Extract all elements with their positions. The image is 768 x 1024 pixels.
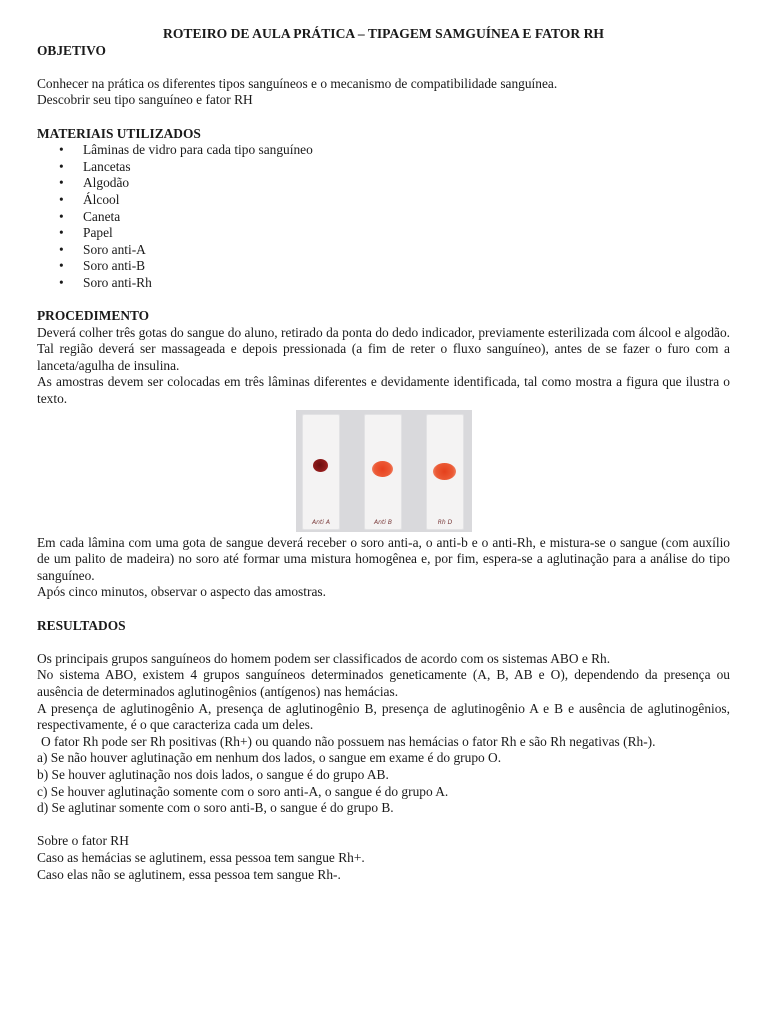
materiais-heading: MATERIAIS UTILIZADOS [37, 125, 201, 141]
glass-slide [426, 414, 464, 530]
list-item: • Algodão [37, 175, 730, 192]
result-rule: d) Se aglutinar somente com o soro anti-B, o sangue é do grupo B. [37, 800, 394, 816]
procedimento-paragraph: Deverá colher três gotas do sangue do aluno, retirado da ponta do dedo indicador, previamente esterilizada com álcool e algodão. Tal região deverá ser massageada e depois pressionada (a fim de reter o fluxo sanguíneo), antes de se fazer o furo com a lanceta/agulha de insulina. [37, 324, 730, 373]
rh-line: Caso elas não se aglutinem, essa pessoa tem sangue Rh-. [37, 866, 341, 882]
materiais-list [37, 142, 730, 291]
list-item: • Soro anti-A [37, 242, 730, 259]
list-item: • Caneta [37, 209, 730, 226]
document-page [37, 26, 730, 883]
resultados-paragraph: O fator Rh pode ser Rh positivas (Rh+) ou quando não possuem nas hemácias o fator Rh e são Rh negativas (Rh-). [41, 733, 656, 749]
slide-label: Anti A [312, 518, 330, 526]
rh-heading: Sobre o fator RH [37, 833, 129, 849]
result-rule: b) Se houver aglutinação nos dois lados, o sangue é do grupo AB. [37, 766, 389, 782]
list-item: • Soro anti-B [37, 258, 730, 275]
procedimento-paragraph: As amostras devem ser colocadas em três lâminas diferentes e devidamente identificada, tal como mostra a figura que ilustra o texto. [37, 374, 730, 407]
blood-slides-photo [296, 410, 472, 532]
result-rule: c) Se houver aglutinação somente com o soro anti-A, o sangue é do grupo A. [37, 783, 449, 799]
resultados-paragraph: A presença de aglutinogênio A, presença de aglutinogênio B, presença de aglutinogênio A e B e ausência de aglutinogênios, respectivamente, é o que caracteriza cada um deles. [37, 700, 730, 733]
result-rule: a) Se não houver aglutinação em nenhum dos lados, o sangue em exame é do grupo O. [37, 750, 502, 766]
list-item: • Álcool [37, 192, 730, 209]
objetivo-heading: OBJETIVO [37, 42, 106, 58]
blood-drop [313, 459, 328, 472]
resultados-paragraph: Os principais grupos sanguíneos do homem podem ser classificados de acordo com os sistemas ABO e Rh. [37, 650, 611, 666]
blood-drop [372, 461, 393, 477]
list-item: • Lancetas [37, 159, 730, 176]
rh-line: Caso as hemácias se aglutinem, essa pessoa tem sangue Rh+. [37, 849, 365, 865]
glass-slide [302, 414, 340, 530]
list-item: • Soro anti-Rh [37, 275, 730, 292]
resultados-heading: RESULTADOS [37, 617, 126, 633]
resultados-paragraph: No sistema ABO, existem 4 grupos sanguíneos determinados geneticamente (A, B, AB e O), dependendo da presença ou ausência de determinados aglutinogênios (antígenos) nas hemácias. [37, 667, 730, 699]
document-title: ROTEIRO DE AULA PRÁTICA – TIPAGEM SAMGUÍNEA E FATOR RH [163, 26, 604, 41]
objetivo-line: Conhecer na prática os diferentes tipos sanguíneos e o mecanismo de compatibilidade sanguínea. [37, 75, 558, 91]
procedimento-paragraph: Após cinco minutos, observar o aspecto das amostras. [37, 584, 326, 600]
slide-label: Anti B [374, 518, 392, 526]
slide-label: Rh D [437, 518, 453, 526]
list-item: • Lâminas de vidro para cada tipo sanguíneo [37, 142, 730, 159]
glass-slide [364, 414, 402, 530]
procedimento-heading: PROCEDIMENTO [37, 308, 150, 324]
list-item: • Papel [37, 225, 730, 242]
objetivo-line: Descobrir seu tipo sanguíneo e fator RH [37, 92, 253, 108]
blood-drop [433, 463, 456, 480]
procedimento-paragraph: Em cada lâmina com uma gota de sangue deverá receber o soro anti-a, o anti-b e o anti-Rh, e mistura-se o sangue (com auxílio de um palito de madeira) no soro até formar uma mistura homogênea e, por fim, espera-se a aglutinação para a análise do tipo sanguíneo. [37, 534, 730, 583]
